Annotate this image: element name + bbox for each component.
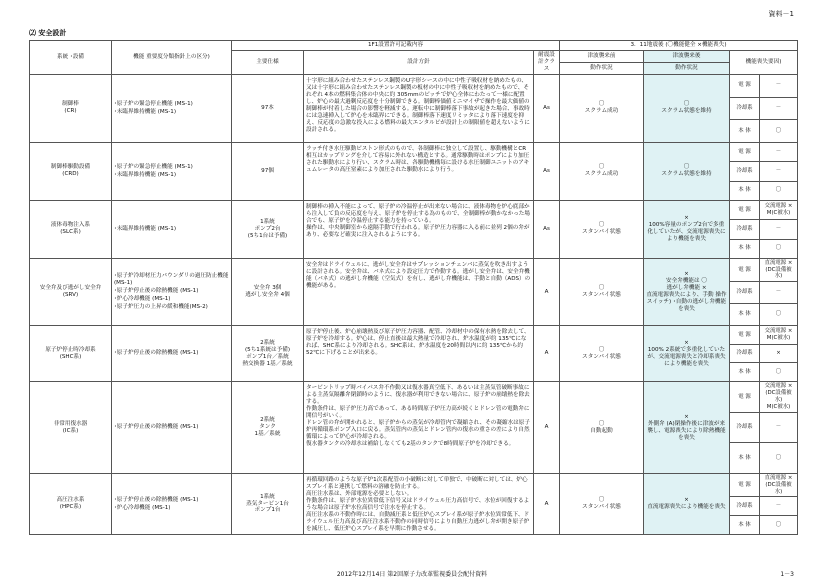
loss-category: 冷却系 xyxy=(730,282,760,304)
after-text: スクラム状態を維持 xyxy=(661,108,712,115)
seismic-class: A xyxy=(534,258,560,325)
table-row xyxy=(30,142,798,161)
loss-category: 電 源 xyxy=(730,474,760,497)
loss-status: － xyxy=(760,142,798,161)
loss-status: 〇 xyxy=(760,516,798,535)
loss-status: － xyxy=(760,497,798,516)
before-text: スタンバイ状態 xyxy=(582,504,621,510)
footer-text: 2012年12月14日 第2回原子力改革監視委員会配付資料 xyxy=(336,571,488,578)
spec-cell: 安全弁 3個 逃がし安全弁 4個 xyxy=(232,258,304,325)
header-loss-cause: 機能喪失要因) xyxy=(730,50,798,74)
policy-cell: 安全弁はドライウェルに、逃がし安全弁はサプレッションチェンバに蒸気を吹き出すように設計される。安全弁は、バネ式により設定圧力で作動する。逃がし安全弁は、安全弁機能（バネ式）の逃がし弁機能（空気式）を有し、逃がし弁機能は、手動と自動（ADS）の機能がある。 xyxy=(304,258,534,325)
loss-status: － xyxy=(760,97,798,120)
function-item: ･原子炉停止後の除熱機能 (MS-1) xyxy=(114,288,199,294)
loss-category: 本 体 xyxy=(730,363,760,382)
table-body xyxy=(30,74,798,534)
function-list xyxy=(112,326,232,382)
loss-category: 本 体 xyxy=(730,181,760,200)
loss-status: － xyxy=(760,412,798,443)
loss-category: 電 源 xyxy=(730,382,760,413)
loss-status: － xyxy=(760,220,798,239)
loss-category: 電 源 xyxy=(730,258,760,281)
seismic-class: As xyxy=(534,74,560,142)
loss-category: 冷却系 xyxy=(730,97,760,120)
before-mark: 〇 xyxy=(598,222,605,229)
loss-status: 交流電源 × M(C被水) xyxy=(760,326,798,345)
after-mark: × xyxy=(684,497,689,504)
safety-design-table xyxy=(29,40,798,535)
header-spec: 主要仕様 xyxy=(232,50,304,74)
loss-category: 冷却系 xyxy=(730,497,760,516)
policy-cell: 再循環回路のような原子炉1次系配管の小破断に対して単独で、中破断に対しては、炉心スプレイ系と連携して燃料の溶融を防止する。 高圧注水系は、外部電源を必要としない。 作動条件は、原子炉水位異常低下信号又はドライウェル圧力高信号で、水位が回復するような場合は原子炉水位高信号で注水を停止する。 高圧注水系の不動作時には、自動減圧系と低圧炉心スプレイ系が原子炉水位異常低下、ドライウェル圧力高及び高圧注水系不動作の同時信号により自動圧力逃がし弁が開き原子炉を減圧し、低圧炉心スプレイ系を早期に作動させる。 xyxy=(304,474,534,535)
spec-cell: 1系統 蒸気タービン1台 ポンプ1台 xyxy=(232,474,304,535)
before-text: スタンバイ状態 xyxy=(582,292,621,298)
header-function: 機能 重要度分類指針上の区分) xyxy=(112,41,232,75)
loss-category: 電 源 xyxy=(730,326,760,345)
loss-status: 直流電源 × (DC設備被水) xyxy=(760,474,798,497)
function-item: ･未臨界維持機能 (MS-1) xyxy=(114,108,177,115)
before-mark: 〇 xyxy=(598,497,605,504)
table-row xyxy=(30,200,798,219)
page-number: 1－3 xyxy=(780,571,794,578)
seismic-class: As xyxy=(534,142,560,200)
before-status xyxy=(560,382,644,474)
after-status xyxy=(644,326,730,382)
table-row xyxy=(30,474,798,497)
header-f1-group: 1F1設置許可記載内容 xyxy=(232,41,560,51)
table-row xyxy=(30,258,798,281)
loss-category: 電 源 xyxy=(730,74,760,97)
before-text: スタンバイ状態 xyxy=(582,229,621,236)
before-text: スタンバイ状態 xyxy=(582,353,621,360)
system-name: 制御棒駆動設備 (CRD) xyxy=(30,142,112,200)
after-mark: × xyxy=(684,339,689,346)
function-list xyxy=(112,258,232,325)
before-text: 自動起動 xyxy=(590,427,613,434)
loss-status: 〇 xyxy=(760,363,798,382)
loss-status: 〇 xyxy=(760,181,798,200)
seismic-class: A xyxy=(534,382,560,474)
loss-status: 〇 xyxy=(760,443,798,474)
loss-status: － xyxy=(760,282,798,304)
function-item: ･原子炉停止後の除熱機能 (MS-1) xyxy=(114,350,199,357)
after-text: 100%容量のポンプ2台で多重化していたが、交流電源喪失により機能を喪失 xyxy=(647,222,726,243)
header-after-status: 動作状況 xyxy=(644,62,730,74)
loss-category: 冷却系 xyxy=(730,344,760,363)
after-text: 外側弁 (A)閉操作後に津波が来襲し、電源喪失により除熱機能を喪失 xyxy=(647,420,726,441)
loss-status: 交流電源 × (DC設備被水) M(C被水) xyxy=(760,382,798,413)
spec-cell: 1系統 ポンプ2台 (5ち1台は予備) xyxy=(232,200,304,258)
loss-category: 電 源 xyxy=(730,200,760,219)
table-row xyxy=(30,326,798,345)
function-item: ･原子炉冷却材圧力バウンダリの過圧防止機能 (MS-1) xyxy=(114,273,229,287)
loss-category: 冷却系 xyxy=(730,412,760,443)
system-name: 非常用復水器 (IC系) xyxy=(30,382,112,474)
policy-cell: 制御棒の挿入不能によって、原子炉の冷温停止が出来ない場合に、液体毒物を炉心底部から注入して負の反応度を与え、原子炉を停止する為のもので、全制御棒が動かなかった場合でも、原子炉を冷温停止する能力を持っている。 操作は、中央制御室から遠隔手動で行われる。原子炉圧力容器に入る前に並列 2個の弁があり、必要など確実に注入されるようにする。 xyxy=(304,200,534,258)
seismic-class: A xyxy=(534,474,560,535)
spec-cell: 2系統 (5ち1系統は予備) ポンプ1台／系統 熱交換器 1基／系統 xyxy=(232,326,304,382)
after-status xyxy=(644,200,730,258)
loss-status: 〇 xyxy=(760,239,798,258)
after-text: 100% 2系統で多重化していたが、交流電源喪失と冷却系喪失により機能を喪失 xyxy=(647,346,726,367)
function-item: ･原子炉の緊急停止機能 (MS-1) xyxy=(114,100,193,107)
loss-status: 〇 xyxy=(760,120,798,143)
before-status xyxy=(560,474,644,535)
system-name: 安全弁及び逃がし安全弁 (SRV) xyxy=(30,258,112,325)
before-status xyxy=(560,258,644,325)
before-text: スクラム成功 xyxy=(584,171,619,178)
header-after-group: 津波襲来後 xyxy=(644,50,730,62)
loss-category: 本 体 xyxy=(730,443,760,474)
after-status xyxy=(644,258,730,325)
system-name: 高圧注水系 (HPC系) xyxy=(30,474,112,535)
header-before-group: 津波襲来前 xyxy=(560,50,644,62)
after-mark: 〇 xyxy=(683,164,690,171)
after-status xyxy=(644,382,730,474)
function-item: ･原子炉停止後の除熱機能 (MS-1) xyxy=(114,424,199,431)
seismic-class: As xyxy=(534,200,560,258)
loss-status: × xyxy=(760,344,798,363)
loss-status: － xyxy=(760,74,798,97)
loss-category: 本 体 xyxy=(730,516,760,535)
loss-status: 〇 xyxy=(760,304,798,326)
before-text: スクラム成功 xyxy=(584,108,619,115)
system-name: 液体毒物注入系 (SLC系) xyxy=(30,200,112,258)
function-item: ･炉心冷却機能 (MS-1) xyxy=(114,504,171,511)
after-mark: × xyxy=(684,271,689,278)
seismic-class: A xyxy=(534,326,560,382)
header-quake-group: 3．11地震後 (〇機能健全 ×機能喪失) xyxy=(560,41,798,51)
before-status xyxy=(560,142,644,200)
table-row xyxy=(30,74,798,97)
function-list xyxy=(112,142,232,200)
loss-status: 直流電源 × (DC設備被水) xyxy=(760,258,798,281)
function-item: ･原子炉圧力の上昇の緩和機能(MS-2) xyxy=(114,303,208,310)
after-text: 安全弁機能は 〇 逃がし弁機能 × 直流電源喪失により、手動 操作スイッチ) ･自動の逃がし弁機能を喪失 xyxy=(646,278,727,312)
after-mark: 〇 xyxy=(683,101,690,108)
after-text: スクラム状態を維持 xyxy=(661,171,712,178)
spec-cell: 97本 xyxy=(232,74,304,142)
policy-cell: ラッチ付き水圧駆動ピストン形式のもので、各制御棒に独立して設置し、駆動機構とCR相互はカップリングを介して容易に外れない構造とする。通常駆動時はポンプにより加圧された駆動水により行い、スクラム時は、各駆動機構毎に設ける水圧制御ユニットのアキュムレータの高圧窒素により加圧された駆動水により行う。 xyxy=(304,142,534,200)
function-item: ･炉心冷却機能 (MS-1) xyxy=(114,295,171,302)
loss-category: 冷却系 xyxy=(730,162,760,181)
after-text: 直流電源喪失により機能を喪失 xyxy=(647,504,726,510)
loss-category: 本 体 xyxy=(730,120,760,143)
header-system: 系統 ･設備 xyxy=(30,41,112,75)
loss-status: － xyxy=(760,162,798,181)
system-name: 原子炉停止時冷却系 (SHC系) xyxy=(30,326,112,382)
policy-cell: タービントリップ時バイパス弁不作動又は復水器真空低下、あるいは主蒸気管破断事故による主蒸気隔離弁閉鎖時のように、復水器が利用できない場合に、原子炉の崩壊熱を除去する。 作動条件は、原子炉圧力高であって、ある時間原子炉圧力高が続くとドレン管の電動弁に開信号がいく。 ドレン管の弁が開かれると、原子炉からの蒸気が冷却管内で凝縮され、その凝縮水は原子炉再循環系ポンプ入口に戻る。蒸気管内の蒸気とドレン管内の復水の重さの差により自然循環によって炉心が冷却される。 復水器タンクの冷却水は補給しなくても2基のタンクで8時間原子炉を冷却できる。 xyxy=(304,382,534,474)
after-status xyxy=(644,474,730,535)
spec-cell: 2系統 タンク 1基／系統 xyxy=(232,382,304,474)
section-title: ⑵ 安全設計 xyxy=(29,29,67,37)
function-item: ･未臨界維持機能 (MS-1) xyxy=(114,225,177,232)
function-item: ･未臨界維持機能 (MS-1) xyxy=(114,171,177,178)
loss-status: 交流電源 × M(C被水) xyxy=(760,200,798,219)
before-mark: 〇 xyxy=(598,346,605,353)
policy-cell: 十字形に組み合わせたステンレス鋼製のU字形シースの中に中性子吸収材を納めたもの、又は十字形に組み合わせたステンレス鋼製の板材の中に中性子吸収材を納めたもので、それぞれ 4本の燃料集合体の中央に約 305mmのピッチで炉心全体にわたって一様に配置し、炉心の最大過剰反応度を十分制御できる。制御棒価値ミニマイザで操作を最大価値の制御棒が付着した場合の影響を軽減する。運転中に制御棒落下事故が起きた場合、事故時には急速挿入して炉心を未臨界にできる。制御棒落下速度リミッタにより落下速度を抑え、反応度の急激な投入による燃料の最大エンタルピが設計上の制限値を超えないように設計される。 xyxy=(304,74,534,142)
after-status xyxy=(644,142,730,200)
header-seismic: 耐震設計クラス xyxy=(534,50,560,74)
spec-cell: 97個 xyxy=(232,142,304,200)
header-policy: 設計方針 xyxy=(304,50,534,74)
after-status xyxy=(644,74,730,142)
system-name: 制御棒 (CR) xyxy=(30,74,112,142)
before-status xyxy=(560,200,644,258)
before-mark: 〇 xyxy=(598,420,605,427)
before-status xyxy=(560,326,644,382)
document-label: 資料－1 xyxy=(768,10,794,18)
loss-category: 電 源 xyxy=(730,142,760,161)
loss-category: 本 体 xyxy=(730,239,760,258)
after-mark: × xyxy=(684,215,689,222)
before-mark: 〇 xyxy=(598,164,605,171)
table-row xyxy=(30,382,798,413)
function-list xyxy=(112,74,232,142)
function-item: ･原子炉停止後の除熱機能 (MS-1) xyxy=(114,496,199,503)
before-mark: 〇 xyxy=(598,285,605,292)
before-mark: 〇 xyxy=(598,101,605,108)
function-list xyxy=(112,200,232,258)
header-before-status: 動作状況 xyxy=(560,62,644,74)
after-mark: × xyxy=(684,413,689,420)
function-list xyxy=(112,474,232,535)
loss-category: 冷却系 xyxy=(730,220,760,239)
policy-cell: 原子炉停止後、炉心崩壊熱及び原子炉圧力容器、配管、冷却材中の保有水熱を除去して、原子炉を冷却する。炉心は、停止直後は最大熱量で冷却され、炉水温度が約 135℃になれば、SHC系により冷却される。SHC系は、炉水温度を20時間以内に約 135℃から約 52℃に下げることが出来る。 xyxy=(304,326,534,382)
before-status xyxy=(560,74,644,142)
function-item: ･原子炉の緊急停止機能 (MS-1) xyxy=(114,163,193,170)
loss-category: 本 体 xyxy=(730,304,760,326)
function-list xyxy=(112,382,232,474)
